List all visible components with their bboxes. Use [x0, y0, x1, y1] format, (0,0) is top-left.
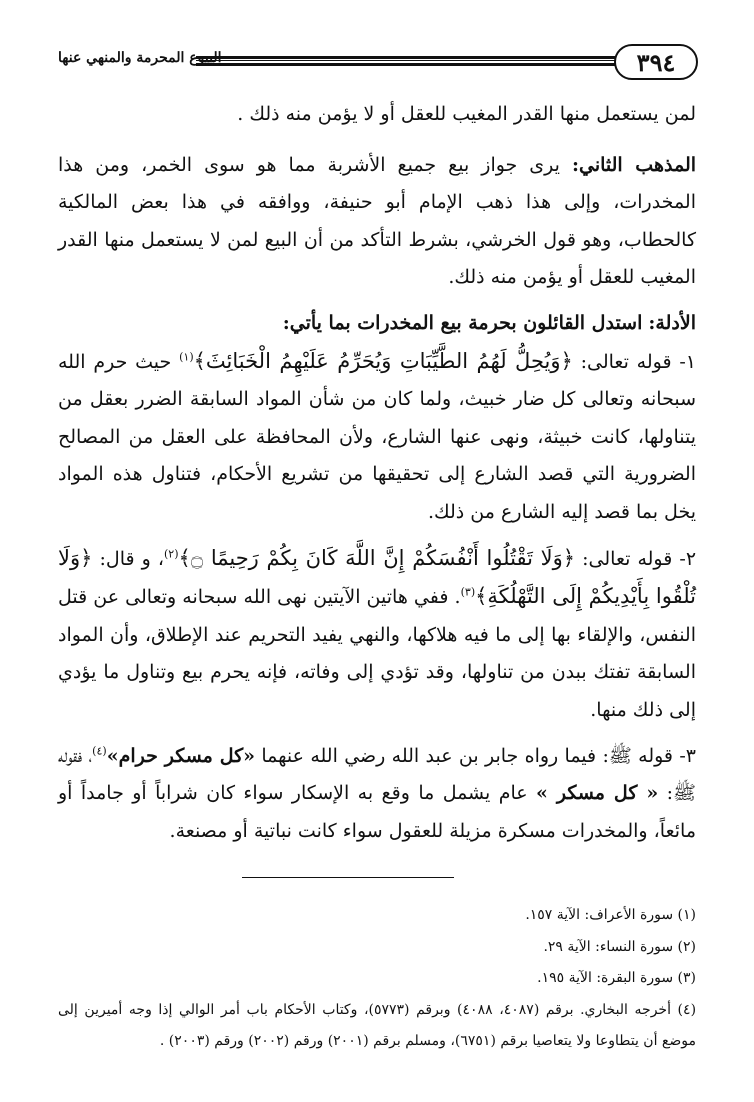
connector-text: ، و قال:	[99, 547, 164, 570]
page-number: ٣٩٤	[614, 44, 698, 80]
section-label: الأدلة:	[648, 311, 696, 334]
item-number: ٢-	[679, 547, 697, 570]
evidence-item-3	[58, 738, 696, 851]
footnote-item: (٤) أخرجه البخاري. برقم (٤٠٨٧، ٤٠٨٨) وبرقم (٥٧٧٣)، وكتاب الأحكام باب أمر الوالي إذا وجه أميرين إلى موضع أن يتطاوعا ولا يتعاصيا برقم (٦٧٥١)، ومسلم برقم (٢٠٠١) ورقم (٢٠٠٢) ورقم (٢٠٠٣) .	[58, 1001, 697, 1049]
page-header	[58, 42, 698, 82]
running-title: البيوع المحرمة والمنهي عنها	[58, 50, 222, 66]
paragraph-text: . ففي هاتين الآيتين نهى الله سبحانه وتعالى عن قتل النفس، والإلقاء بها إلى ما فيه هلاكها، والنهي يفيد التحريم عند الإطلاق، وأن المواد السابقة تفتك ببدن من تناولها، وقد تؤدي إلى وفاته، فإنه يحرم بيع وتناول ما يؤدي إلى ذلك منها.	[58, 586, 696, 721]
footnote-ref[interactable]: (٤)	[92, 744, 107, 758]
footnote-item: (٢) سورة النساء: الآية ٢٩.	[543, 938, 696, 955]
paragraph-text: ، فقوله ﷺ:	[58, 744, 696, 805]
footnote-ref[interactable]: (١)	[179, 350, 194, 364]
quran-verse: ﴿وَيُحِلُّ لَهُمُ الطَّيِّبَاتِ وَيُحَرِّمُ عَلَيْهِمُ الْخَبَائِثَ﴾	[193, 348, 573, 373]
footnotes	[58, 900, 696, 1058]
quran-verse: ﴿وَلَا تَقْتُلُوا أَنْفُسَكُمْ إِنَّ اللَّهَ كَانَ بِكُمْ رَحِيمًا ۝﴾	[178, 545, 576, 570]
hadith-quote: « كل مسكر »	[536, 782, 659, 805]
paragraph-text: عام يشمل ما وقع به الإسكار سواء كان شراباً أو جامداً أو مائعاً، والمخدرات مسكرة مزيلة للعقول سواء كانت نباتية أو مصنعة.	[58, 782, 696, 842]
evidence-item-1	[58, 343, 696, 532]
footnote-item: (٣) سورة البقرة: الآية ١٩٥.	[537, 970, 696, 986]
hadith-text: «كل مسكر حرام»	[106, 744, 256, 767]
heading-text: استدل القائلون بحرمة بيع المخدرات بما يأتي:	[282, 311, 643, 334]
header-rule	[196, 56, 620, 66]
footnote-ref[interactable]: (٢)	[164, 547, 179, 561]
evidence-item-2	[58, 540, 696, 730]
paragraph-text: لمن يستعمل منها القدر المغيب للعقل أو لا يؤمن منه ذلك .	[237, 103, 696, 125]
item-lead: قوله ﷺ: فيما رواه جابر بن عبد الله رضي الله عنهما	[261, 744, 674, 767]
item-number: ١-	[679, 350, 697, 373]
item-number: ٣-	[679, 744, 696, 767]
main-text	[58, 96, 696, 850]
footnote-separator	[242, 877, 454, 878]
footnote-ref[interactable]: (٣)	[460, 585, 476, 599]
item-lead: قوله تعالى:	[582, 547, 673, 570]
paragraph-continuation	[58, 96, 696, 134]
item-lead: قوله تعالى:	[580, 350, 672, 373]
quran-verse: ﴿وَلَا تُلْقُوا بِأَيْدِيكُمْ إِلَى التَّهْلُكَةِ﴾	[58, 545, 696, 609]
evidence-heading	[58, 305, 696, 343]
section-label: المذهب الثاني:	[571, 153, 697, 176]
paragraph-second-school	[58, 147, 696, 297]
paragraph-text: يرى جواز بيع جميع الأشربة مما هو سوى الخمر، ومن هذا المخدرات، وإلى هذا ذهب الإمام أبو حنيفة، ووافقه في هذا بعض المالكية كالحطاب، وهو قول الخرشي، بشرط التأكد من أن البيع لمن لا يستعمل منها القدر المغيب للعقل أو يؤمن منه ذلك.	[58, 153, 696, 289]
paragraph-text: حيث حرم الله سبحانه وتعالى كل ضار خبيث، ولما كان من شأن المواد السابقة الضرر بعقل من يتناولها، كانت خبيثة، ونهى عنها الشارع، ولأن المحافظة على العقل من المصالح الضرورية التي قصد الشارع إلى تحقيقها من تشريع الأحكام، فتناول هذه المواد يخل بما قصد إليه الشارع من ذلك.	[58, 350, 696, 523]
footnote-item: (١) سورة الأعراف: الآية ١٥٧.	[525, 907, 696, 923]
